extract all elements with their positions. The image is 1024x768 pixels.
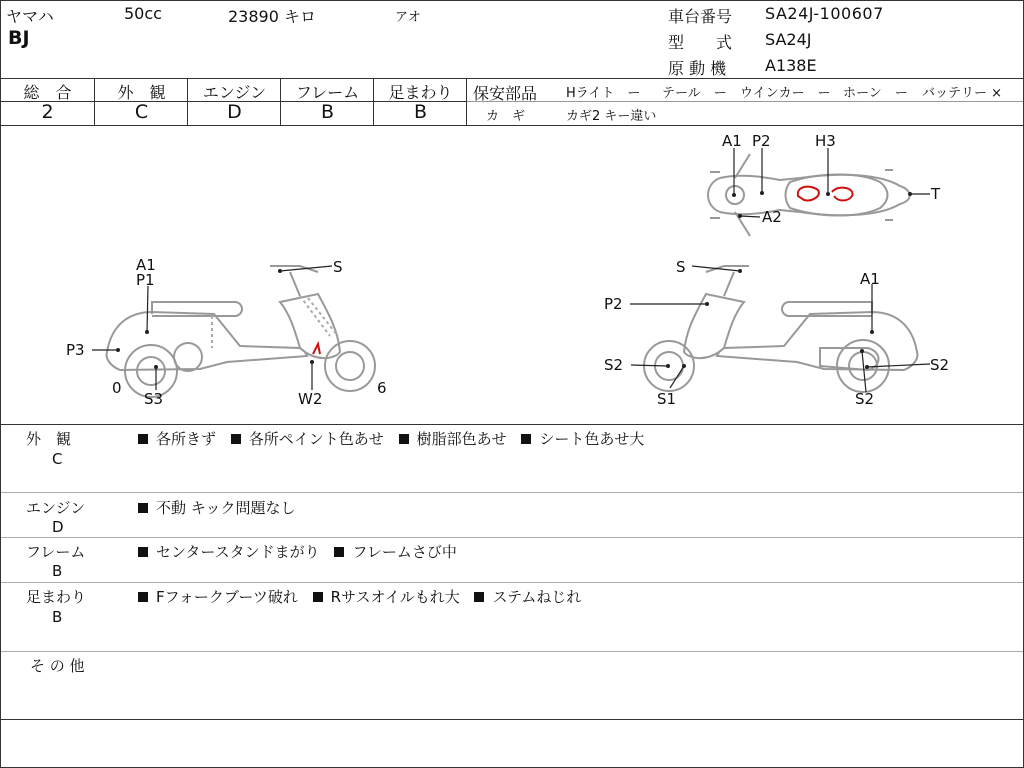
- safety-taillight: テール ー: [662, 86, 727, 101]
- grade-frame: B: [320, 101, 335, 123]
- grade-suspension: B: [413, 101, 428, 123]
- label-s2-rear: S2: [930, 356, 950, 374]
- safety-label: 保安部品: [473, 84, 538, 103]
- label-s1: S1: [657, 390, 677, 408]
- grade-engine: D: [227, 101, 242, 123]
- displacement: 50cc: [124, 4, 162, 23]
- type-value: SA24J: [765, 30, 812, 49]
- label-p2-top: P2: [752, 132, 771, 150]
- safety-winker: ウインカー ー: [740, 86, 831, 101]
- maker: ヤマハ: [6, 7, 54, 26]
- label-p2-right: P2: [604, 295, 623, 313]
- type-label: 型 式: [668, 33, 733, 52]
- engine-label: 原 動 機: [668, 59, 727, 78]
- grade-header-frame: フレーム: [295, 83, 360, 102]
- label-six: 6: [377, 379, 387, 397]
- label-t: T: [931, 185, 941, 203]
- body-color: アオ: [395, 10, 421, 25]
- note-item: 樹脂部色あせ: [416, 430, 507, 448]
- label-s2-bottom: S2: [855, 390, 875, 408]
- label-w2: W2: [298, 390, 323, 408]
- label-s3: S3: [144, 390, 164, 408]
- safety-horn: ホーン ー: [843, 86, 908, 101]
- label-h3: H3: [815, 132, 836, 150]
- note-suspension-label: 足まわり: [26, 588, 87, 606]
- note-frame-label: フレーム: [26, 543, 86, 561]
- label-a2: A2: [762, 208, 782, 226]
- label-s-right: S: [676, 258, 686, 276]
- note-item: 不動 キック問題なし: [156, 499, 296, 517]
- model-name: BJ: [8, 27, 30, 49]
- safety-headlight: Hライト ー: [566, 86, 641, 101]
- grade-overall: 2: [41, 101, 54, 123]
- label-s2-front: S2: [604, 356, 624, 374]
- mileage: 23890 キロ: [228, 7, 316, 26]
- grade-header-engine: エンジン: [202, 83, 267, 102]
- note-suspension-grade: B: [52, 608, 63, 626]
- note-item: 各所きず: [156, 430, 217, 448]
- grade-header-exterior: 外 観: [117, 83, 166, 102]
- grade-header-suspension: 足まわり: [388, 83, 453, 102]
- safety-battery: バッテリー ×: [922, 86, 1003, 101]
- note-exterior-label: 外 観: [26, 430, 72, 448]
- note-engine-label: エンジン: [26, 499, 86, 517]
- note-item: ステムねじれ: [492, 588, 582, 606]
- engine-value: A138E: [765, 56, 817, 75]
- label-a1-top: A1: [722, 132, 742, 150]
- note-other-label: そ の 他: [30, 657, 85, 675]
- frame-no: SA24J-100607: [765, 4, 884, 23]
- note-item: シート色あせ大: [539, 430, 645, 448]
- note-item: 各所ペイント色あせ: [248, 430, 384, 448]
- label-a1-right: A1: [860, 270, 880, 288]
- note-engine-grade: D: [52, 518, 64, 536]
- grade-exterior: C: [134, 101, 149, 123]
- note-item: Fフォークブーツ破れ: [156, 588, 298, 606]
- label-p1: P1: [136, 271, 155, 289]
- note-item: センタースタンドまがり: [156, 543, 320, 561]
- label-s-left: S: [333, 258, 343, 276]
- label-zero: 0: [112, 379, 122, 397]
- label-a1-left: A1: [136, 256, 156, 274]
- note-item: フレームさび中: [352, 543, 457, 561]
- note-frame-grade: B: [52, 562, 63, 580]
- label-p3: P3: [66, 341, 85, 359]
- frame-no-label: 車台番号: [668, 7, 733, 26]
- key-label: カ ギ: [486, 109, 526, 124]
- note-exterior-grade: C: [52, 450, 63, 468]
- note-item: Rサスオイルもれ大: [330, 588, 460, 606]
- key-value: カギ2 キー違い: [566, 109, 657, 124]
- grade-header-overall: 総 合: [23, 83, 72, 102]
